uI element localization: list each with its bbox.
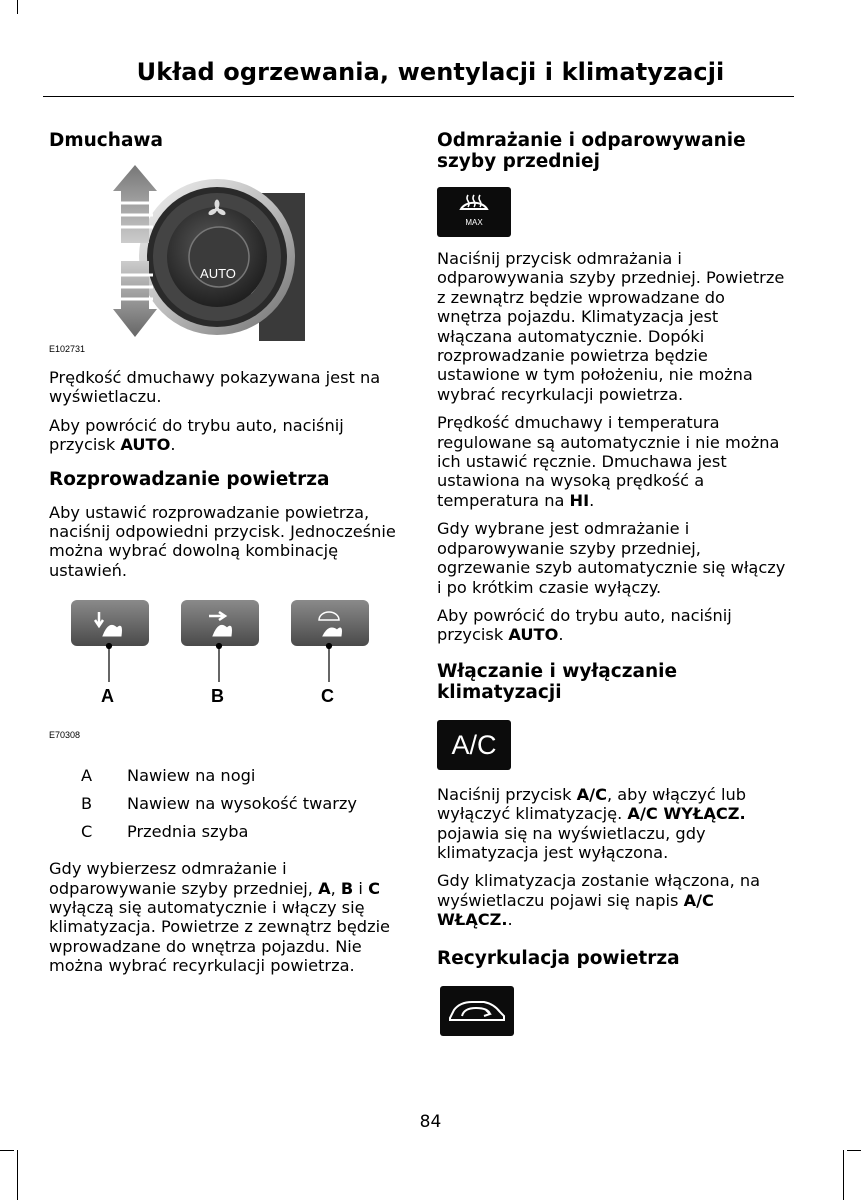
defrost-p2-text: Prędkość dmuchawy i temperatura regulowane są automatycznie i nie można ich ustawić ręcznie. Dmuchawa jest ustawiona na wysoką prędkość a temperatura na	[437, 413, 780, 510]
blower-figure	[49, 153, 404, 355]
distribution-heading: Rozprowadzanie powietrza	[49, 468, 330, 490]
page-number: 84	[419, 1112, 442, 1132]
windshield-defrost-icon	[437, 187, 511, 237]
ac-icon-text: A/C	[451, 729, 497, 760]
ac-p1-bold-1: A/C	[576, 784, 607, 804]
legend-row-a	[49, 766, 404, 785]
callout-a: A	[101, 686, 114, 707]
car-recirculation-icon	[440, 986, 514, 1036]
dist-p2-text: Gdy wybierzesz odmrażanie i odparowywanie szyby przedniej,	[49, 859, 319, 898]
ac-heading: Włączanie i wyłączanie klimatyzacji	[437, 660, 678, 703]
ac-p2-text: Gdy klimatyzacja zostanie włączona, na wyświetlaczu pojawi się napis	[437, 871, 761, 910]
ac-p2-bold: A/C WŁĄCZ.	[437, 890, 714, 930]
blower-p2-text: Aby powrócić do trybu auto, naciśnij przycisk	[49, 415, 344, 455]
crop-mark-bottom-right-h	[847, 1150, 861, 1151]
defrost-p2-bold: HI	[569, 490, 590, 510]
dist-p2-i: i	[353, 878, 369, 898]
blower-p2-suffix: .	[170, 435, 176, 455]
recirculation-icon	[440, 986, 514, 1036]
right-column	[437, 130, 792, 1036]
distribution-paragraph-1: Aby ustawić rozprowadzanie powietrza, naciśnij odpowiedni przycisk. Jednocześnie można wybrać dowolną kombinację ustawień.	[49, 502, 396, 580]
blower-paragraph-1: Prędkość dmuchawy pokazywana jest na wyświetlaczu.	[49, 368, 381, 407]
crop-mark-bottom-left-h	[0, 1150, 14, 1151]
legend-row-b	[49, 794, 404, 813]
dist-p2-text-2: wyłączą się automatycznie i włączy się klimatyzacja. Powietrze z zewnątrz będzie wprowadzane do wnętrza pojazdu. Nie można wybrać recyrkulacji powietrza.	[49, 898, 391, 976]
blower-heading: Dmuchawa	[49, 130, 163, 151]
callout-c: C	[321, 686, 334, 707]
defrost-p2-suffix: .	[589, 490, 595, 510]
blower-figure-id: E102731	[49, 344, 86, 354]
legend-row-c	[49, 822, 404, 841]
defrost-max-icon	[437, 187, 511, 237]
ac-p1-text: Naciśnij przycisk	[437, 784, 577, 804]
legend-text: Nawiew na wysokość twarzy	[127, 794, 358, 814]
distribution-buttons-illustration	[69, 590, 399, 715]
blower-paragraph-2	[49, 416, 404, 455]
distribution-paragraph-2	[49, 859, 404, 975]
legend-text: Nawiew na nogi	[127, 766, 256, 786]
ac-p1-mid: , aby włączyć lub wyłączyć klimatyzację.	[437, 784, 746, 824]
crop-mark-top-left	[17, 0, 18, 14]
left-column	[49, 130, 404, 985]
defrost-icon-text: MAX	[465, 218, 483, 227]
ac-p1-suffix: pojawia się na wyświetlaczu, gdy klimatyzacja jest wyłączona.	[437, 823, 706, 862]
legend-key: A	[81, 766, 93, 786]
defrost-p4-text: Aby powrócić do trybu auto, naciśnij przycisk	[437, 605, 732, 645]
legend-key: C	[81, 822, 93, 842]
title-rule	[43, 96, 794, 97]
ac-icon	[437, 720, 511, 770]
distribution-figure	[49, 590, 404, 748]
defrost-paragraph-3: Gdy wybrane jest odmrażanie i odparowywanie szyby przedniej, ogrzewanie szyb automatycznie się włączy i po krótkim czasie wyłączy.	[437, 519, 786, 597]
ac-p2-suffix: .	[507, 910, 513, 930]
distribution-figure-id: E70308	[49, 730, 81, 741]
blower-knob-illustration	[109, 161, 369, 341]
crop-mark-bottom-left	[17, 1150, 18, 1200]
crop-mark-bottom-right	[843, 1150, 844, 1200]
ac-p1-bold-2: A/C WYŁĄCZ.	[627, 804, 746, 824]
legend-key: B	[81, 794, 93, 814]
defrost-paragraph-4	[437, 606, 792, 645]
blower-p2-bold: AUTO	[120, 435, 171, 455]
dist-p2-b: B	[340, 878, 354, 898]
callout-b: B	[211, 686, 224, 707]
dist-p2-comma: ,	[330, 878, 341, 898]
blower-knob-label: AUTO	[200, 266, 236, 281]
dist-p2-c: C	[368, 878, 380, 898]
legend-list	[49, 766, 404, 841]
ac-paragraph-1	[437, 785, 792, 863]
defrost-paragraph-2	[437, 413, 792, 510]
legend-text: Przednia szyba	[127, 822, 249, 842]
defrost-heading: Odmrażanie i odparowywanie szyby przedniej	[437, 130, 746, 172]
dist-p2-a: A	[318, 878, 331, 898]
page-title: Układ ogrzewania, wentylacji i klimatyzacji	[136, 58, 725, 86]
recirc-heading: Recyrkulacja powietrza	[437, 947, 680, 969]
defrost-p4-bold: AUTO	[508, 625, 559, 645]
defrost-paragraph-1: Naciśnij przycisk odmrażania i odparowywania szyby przedniej. Powietrze z zewnątrz będzie wprowadzane do wnętrza pojazdu. Klimatyzacja jest włączana automatycznie. Dopóki rozprowadzanie powietrza będzie ustawione w tym położeniu, nie można wybrać recyrkulacji powietrza.	[437, 249, 785, 404]
defrost-p4-suffix: .	[558, 625, 564, 645]
ac-paragraph-2	[437, 871, 792, 929]
